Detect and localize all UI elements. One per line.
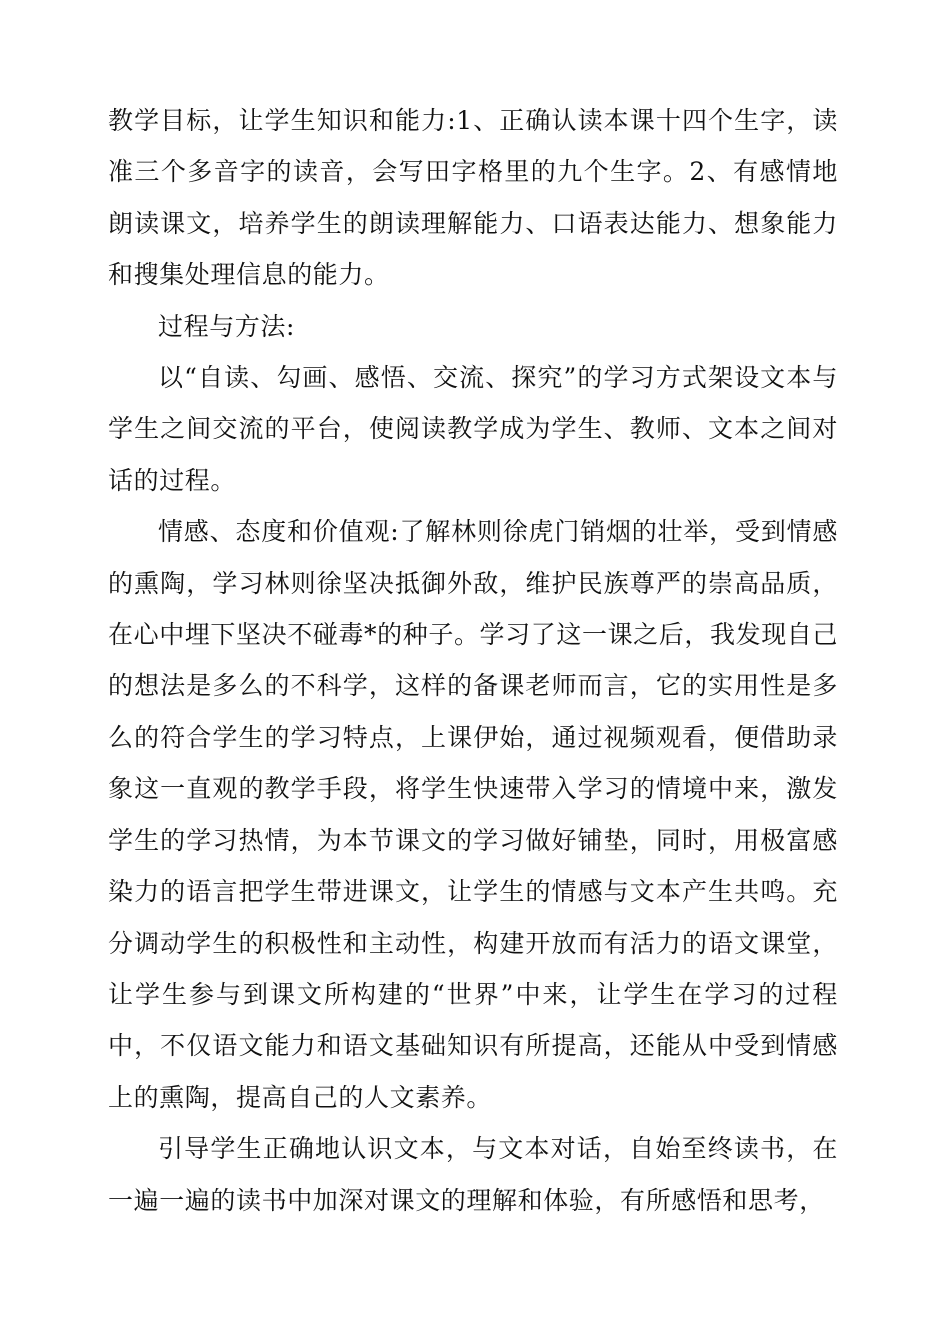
paragraph-process-method-heading: 过程与方法: (158, 311, 296, 341)
document-body (108, 95, 838, 1226)
paragraph-guide-students: 引导学生正确地认识文本，与文本对话，自始至终读书，在一遍一遍的读书中加深对课文的理解和体验，有所感悟和思考， (108, 1134, 838, 1215)
paragraph-teaching-goals: 教学目标，让学生知识和能力:1、正确认读本课十四个生字，读准三个多音字的读音，会写田字格里的九个生字。2、有感情地朗读课文，培养学生的朗读理解能力、口语表达能力、想象能力和搜集处理信息的能力。 (108, 106, 838, 290)
paragraph-emotion-attitude-values: 情感、态度和价值观:了解林则徐虎门销烟的壮举，受到情感的熏陶，学习林则徐坚决抵御外敌，维护民族尊严的崇高品质，在心中埋下坚决不碰毒*的种子。学习了这一课之后，我发现自己的想法是多么的不科学，这样的备课老师而言，它的实用性是多么的符合学生的学习特点，上课伊始，通过视频观看，便借助录象这一直观的教学手段，将学生快速带入学习的情境中来，激发学生的学习热情，为本节课文的学习做好铺垫，同时，用极富感染力的语言把学生带进课文，让学生的情感与文本产生共鸣。充分调动学生的积极性和主动性，构建开放而有活力的语文课堂，让学生参与到课文所构建的“世界”中来，让学生在学习的过程中，不仅语文能力和语文基础知识有所提高，还能从中受到情感上的熏陶，提高自己的人文素养。 (108, 517, 838, 1112)
paragraph-learning-method: 以“自读、勾画、感悟、交流、探究”的学习方式架设文本与学生之间交流的平台，使阅读教学成为学生、教师、文本之间对话的过程。 (108, 363, 838, 495)
